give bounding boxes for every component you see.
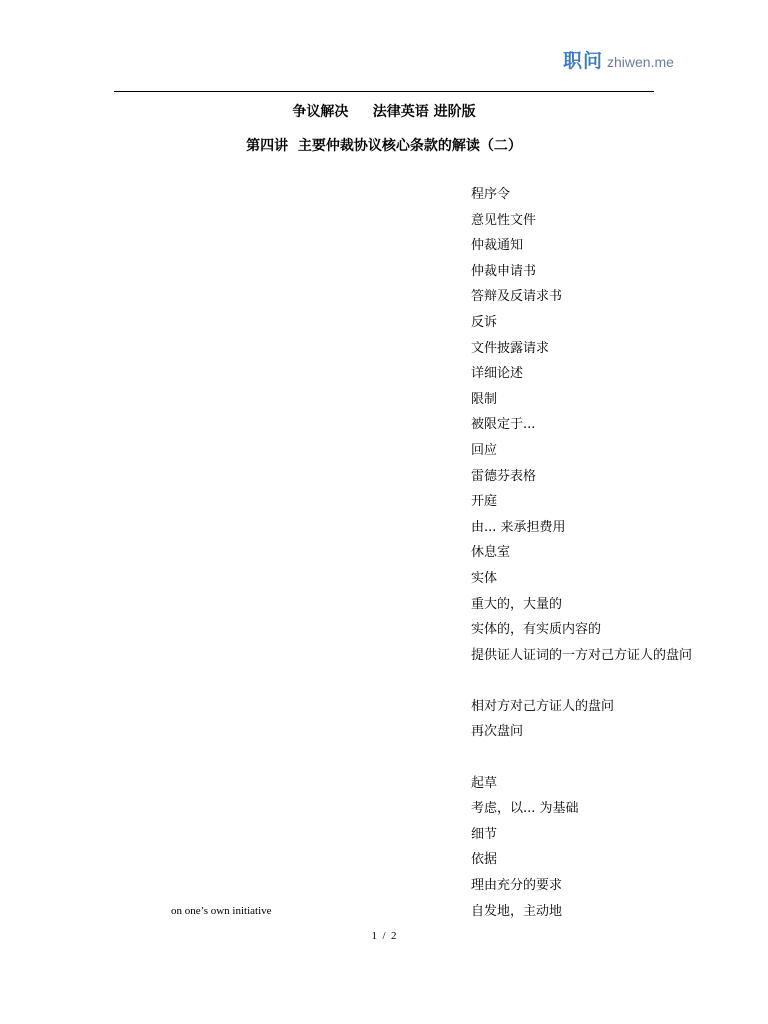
term-item: 起草: [471, 775, 498, 791]
lecture-title: 第四讲 主要仲裁协议核心条款的解读（二）: [246, 138, 522, 154]
term-item: 开庭: [471, 494, 498, 510]
document-title: 争议解决 法律英语 进阶版: [292, 104, 476, 120]
term-item: 提供证人证词的一方对己方证人的盘问: [471, 647, 693, 663]
term-item: 由... 来承担费用: [471, 519, 566, 535]
term-item: 实体的，有实质内容的: [471, 622, 602, 638]
term-item: 休息室: [471, 545, 511, 561]
term-item: 文件披露请求: [471, 340, 550, 356]
chinese-term-list: [471, 185, 692, 927]
logo-domain-text: zhiwen.me: [607, 54, 674, 70]
term-item: 细节: [471, 826, 498, 842]
term-item: 考虑，以... 为基础: [471, 801, 579, 817]
term-item: 依据: [471, 852, 498, 868]
logo-chinese-text: 职问: [563, 50, 604, 72]
term-item: 详细论述: [471, 366, 524, 382]
header-divider: [114, 91, 654, 92]
term-item: 仲裁通知: [471, 238, 524, 254]
term-item: 答辩及反请求书: [471, 289, 563, 305]
english-term: on one’s own initiative: [171, 905, 272, 917]
term-item: 被限定于...: [471, 417, 536, 433]
term-item: 实体: [471, 570, 498, 586]
term-item: 相对方对己方证人的盘问: [471, 698, 615, 714]
term-item: 自发地，主动地: [471, 903, 563, 919]
term-item-blank: [471, 748, 692, 774]
site-logo: [563, 46, 674, 73]
page-number: 1 / 2: [371, 930, 397, 942]
term-item: 重大的，大量的: [471, 596, 563, 612]
term-item: 限制: [471, 391, 498, 407]
term-item: 回应: [471, 442, 498, 458]
term-item: 理由充分的要求: [471, 878, 563, 894]
term-item: 程序令: [471, 187, 511, 202]
term-item: 反诉: [471, 314, 498, 330]
term-item: 再次盘问: [471, 724, 524, 740]
term-item-blank: [471, 671, 692, 697]
term-item: 意见性文件: [471, 212, 537, 228]
term-item: 雷德芬表格: [471, 468, 537, 484]
term-item: 仲裁申请书: [471, 263, 537, 279]
